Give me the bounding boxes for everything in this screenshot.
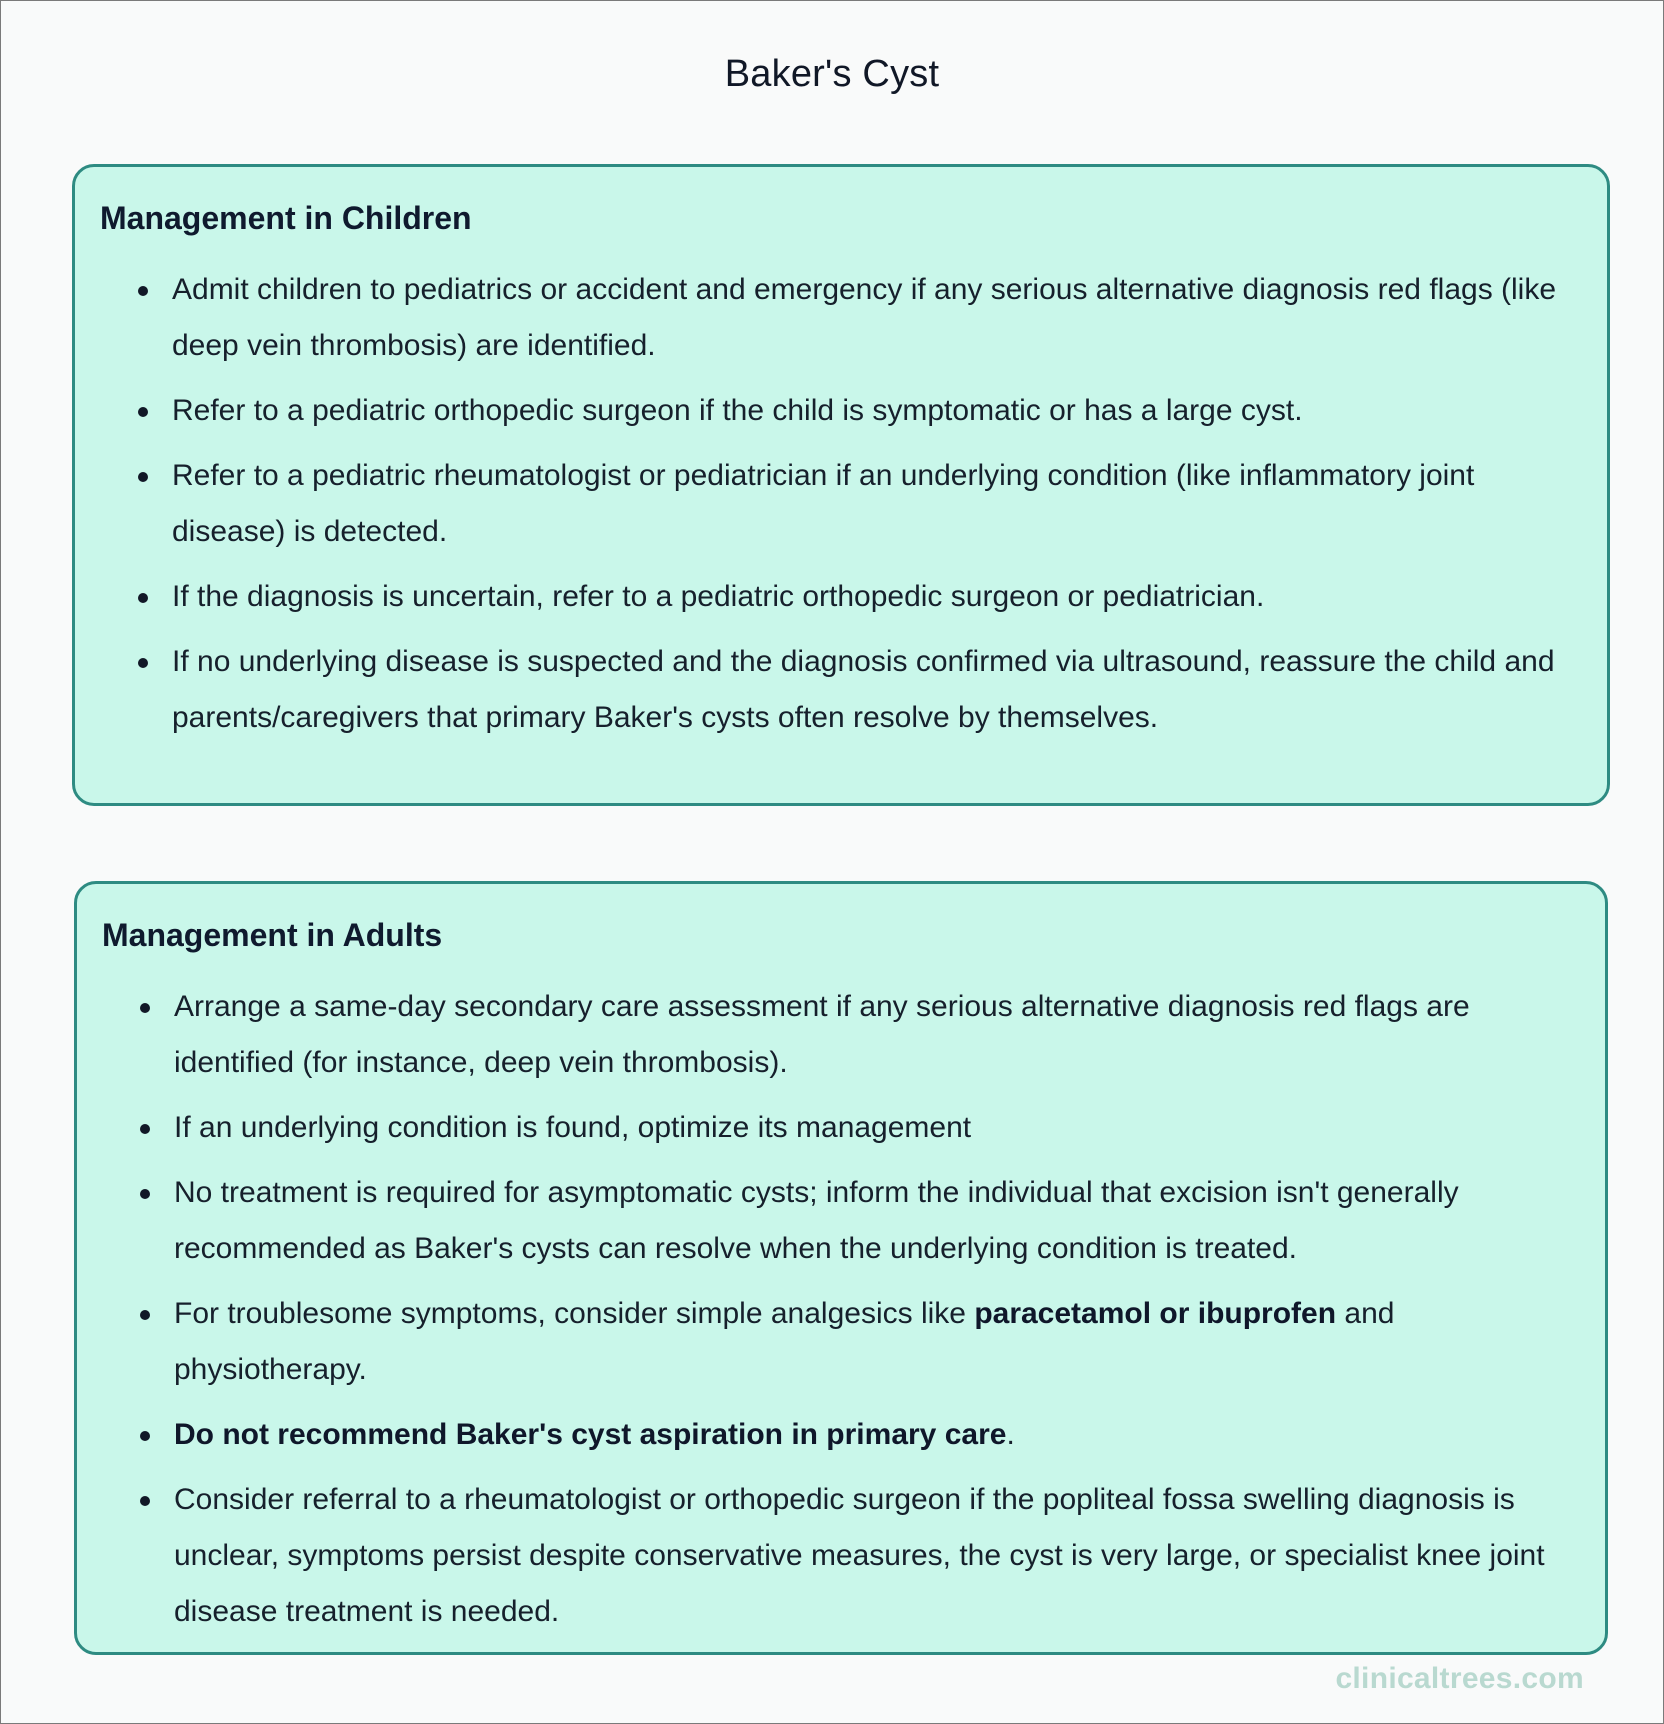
bullet-icon — [140, 1431, 150, 1441]
list-item — [174, 1286, 1584, 1398]
card-management-children — [72, 164, 1610, 806]
list-item-text-after: and physiotherapy. — [174, 1297, 1395, 1386]
adults-list — [174, 979, 1584, 1649]
list-item-emphasis: Do not recommend Baker's cyst aspiration in primary care — [174, 1418, 1007, 1451]
list-item-text: Admit children to pediatrics or accident and emergency if any serious alternative diagnosis red flags (like deep vein thrombosis) are identified. — [172, 273, 1557, 362]
list-item-text: If an underlying condition is found, optimize its management — [174, 1111, 972, 1144]
list-item — [172, 383, 1582, 439]
bullet-icon — [138, 658, 148, 668]
list-item — [172, 569, 1582, 625]
list-item — [174, 1407, 1584, 1463]
bullet-icon — [140, 1003, 150, 1013]
bullet-icon — [138, 286, 148, 296]
card-heading-adults: Management in Adults — [102, 917, 443, 953]
list-item — [174, 1165, 1584, 1277]
list-item-text-before: For troublesome symptoms, consider simple analgesics like — [174, 1297, 975, 1330]
bullet-icon — [140, 1496, 150, 1506]
list-item-text: Refer to a pediatric rheumatologist or pediatrician if an underlying condition (like inflammatory joint disease) is detected. — [172, 459, 1475, 548]
list-item-text-after: . — [1006, 1418, 1015, 1451]
list-item-text: If the diagnosis is uncertain, refer to a pediatric orthopedic surgeon or pediatrician. — [172, 580, 1265, 613]
bullet-icon — [140, 1310, 150, 1320]
list-item-text: Consider referral to a rheumatologist or orthopedic surgeon if the popliteal fossa swelling diagnosis is unclear, symptoms persist despite conservative measures, the cyst is very large, or specialist knee joint disease treatment is needed. — [174, 1483, 1545, 1628]
page-title: Baker's Cyst — [724, 53, 940, 95]
bullet-icon — [138, 593, 148, 603]
watermark: clinicaltrees.com — [1335, 1662, 1584, 1695]
list-item — [172, 262, 1582, 374]
list-item-text: Arrange a same-day secondary care assessment if any serious alternative diagnosis red flags are identified (for instance, deep vein thrombosis). — [174, 990, 1470, 1079]
children-list — [172, 262, 1582, 755]
bullet-icon — [140, 1124, 150, 1134]
list-item-emphasis: paracetamol or ibuprofen — [974, 1297, 1337, 1330]
bullet-icon — [138, 472, 148, 482]
bullet-icon — [140, 1189, 150, 1199]
list-item-text: Refer to a pediatric orthopedic surgeon if the child is symptomatic or has a large cyst. — [172, 394, 1303, 427]
list-item — [174, 1100, 1584, 1156]
card-management-adults — [74, 881, 1608, 1655]
card-heading-children: Management in Children — [100, 200, 472, 236]
list-item — [172, 634, 1582, 746]
list-item-text: No treatment is required for asymptomatic cysts; inform the individual that excision isn't generally recommended as Baker's cysts can resolve when the underlying condition is treated. — [174, 1176, 1459, 1265]
list-item — [174, 1472, 1584, 1640]
list-item — [174, 979, 1584, 1091]
list-item-text: If no underlying disease is suspected and the diagnosis confirmed via ultrasound, reassure the child and parents/caregivers that primary Baker's cysts often resolve by themselves. — [172, 645, 1555, 734]
bullet-icon — [138, 407, 148, 417]
list-item — [172, 448, 1582, 560]
